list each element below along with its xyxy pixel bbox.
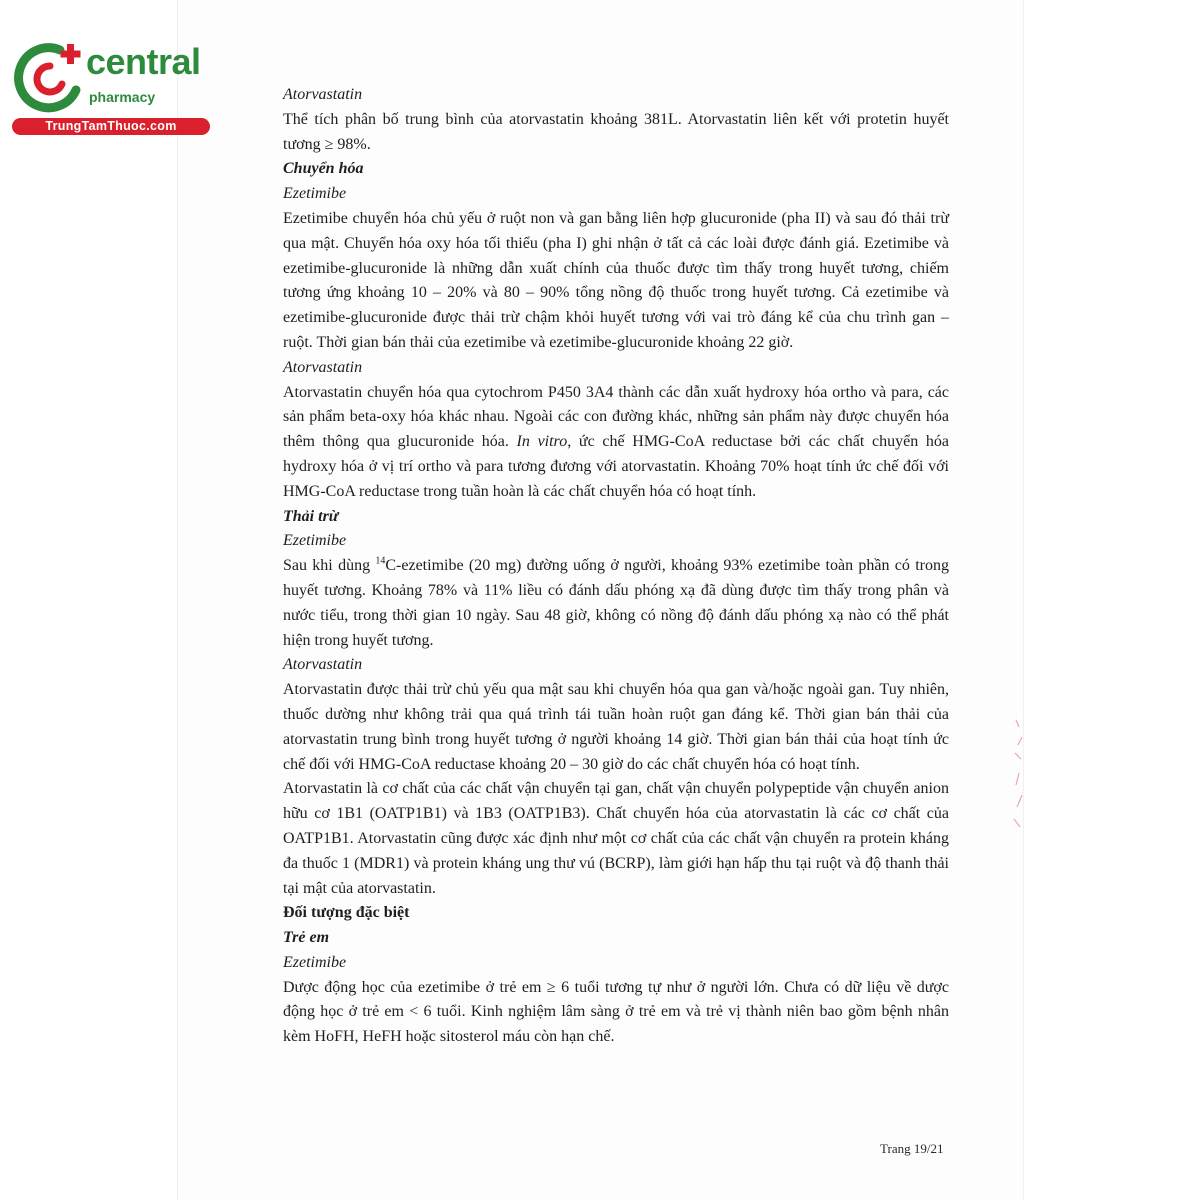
- stamp-marks-icon: [1010, 715, 1030, 835]
- central-pharmacy-logo: [10, 38, 215, 138]
- paragraph: [283, 554, 949, 653]
- brand-name: central: [86, 41, 201, 82]
- italic-text: In vitro: [516, 433, 568, 451]
- text-span: Sau khi dùng: [283, 557, 376, 575]
- section-heading-children: Trẻ em: [283, 929, 330, 947]
- subheading-atorvastatin: Atorvastatin: [283, 358, 363, 376]
- pharmacy-logo-icon: [10, 38, 90, 118]
- section-heading-metabolism: Chuyển hóa: [283, 160, 364, 178]
- text-span: Atorvastatin chuyển hóa qua cytochrom P450 3A4 thành các dẫn xuất hydroxy hóa ortho và para, các sản phẩm beta-oxy hóa khác nhau. Ngoài các con đường khác, những sản phẩm này được chuyển hóa thêm thông qua glucuronide hóa.: [283, 383, 949, 451]
- paragraph: [283, 381, 949, 505]
- paragraph: Atorvastatin là cơ chất của các chất vận chuyển tại gan, chất vận chuyển polypeptide vận chuyển anion hữu cơ 1B1 (OATP1B1) và 1B3 (OATP1B3). Chất chuyển hóa của atorvastatin là các cơ chất của OATP1B1. Atorvastatin cũng được xác định như một cơ chất của các chất vận chuyển ra protein kháng đa thuốc 1 (MDR1) và protein kháng ung thư vú (BCRP), làm giới hạn hấp thu tại ruột và độ thanh thải tại mật của atorvastatin.: [283, 780, 949, 897]
- paragraph: Ezetimibe chuyển hóa chủ yếu ở ruột non và gan bằng liên hợp glucuronide (pha II) và sau đó thải trừ qua mật. Chuyển hóa oxy hóa tối thiểu (pha I) ghi nhận ở tất cả các loài được đánh giá. Ezetimibe và ezetimibe-glucuronide là những dẫn xuất chính của thuốc được tìm thấy trong huyết tương, chiếm tương ứng khoảng 10 – 20% và 80 – 90% tổng nồng độ thuốc trong huyết tương. Cả ezetimibe và ezetimibe-glucuronide được thải trừ chậm khỏi huyết tương với vai trò đáng kể của chu trình gan – ruột. Thời gian bán thải của ezetimibe và ezetimibe-glucuronide khoảng 22 giờ.: [283, 209, 949, 351]
- paragraph: Atorvastatin được thải trừ chủ yếu qua mật sau khi chuyển hóa qua gan và/hoặc ngoài gan. Tuy nhiên, thuốc dường như không trải qua quá trình tái tuần hoàn ruột gan đáng kể. Thời gian bán thải của atorvastatin trung bình trong huyết tương ở người khoảng 14 giờ. Thời gian bán thải của hoạt tính ức chế đối với HMG-CoA reductase khoảng 20 – 30 giờ do các chất chuyển hóa có hoạt tính.: [283, 681, 949, 773]
- superscript: 14: [375, 555, 386, 567]
- section-heading-special-populations: Đối tượng đặc biệt: [283, 904, 410, 922]
- subheading-ezetimibe: Ezetimibe: [283, 532, 347, 550]
- brand-subtitle: pharmacy: [89, 89, 156, 105]
- page-number: Trang 19/21: [880, 1141, 944, 1156]
- text-span: , ức chế HMG-CoA reductase bởi các chất chuyển hóa hydroxy hóa ở vị trí ortho và para tương đương với atorvastatin. Khoảng 70% hoạt tính ức chế đối với HMG-CoA reductase trong tuần hoàn là các chất chuyển hóa có hoạt tính.: [283, 433, 950, 500]
- paragraph: Dược động học của ezetimibe ở trẻ em ≥ 6 tuổi tương tự như ở người lớn. Chưa có dữ liệu về dược động học ở trẻ em < 6 tuổi. Kinh nghiệm lâm sàng ở trẻ em và trẻ vị thành niên bao gồm bệnh nhân kèm HoFH, HeFH hoặc sitosterol máu còn hạn chế.: [283, 978, 949, 1046]
- brand-website: TrungTamThuoc.com: [12, 118, 210, 135]
- document-body: [283, 83, 949, 1050]
- text-span: C-ezetimibe (20 mg) đường uống ở người, khoảng 93% ezetimibe toàn phần có trong huyết tương. Khoảng 78% và 11% liều có đánh dấu phóng xạ đã dùng được tìm thấy trong phân và nước tiểu, trong thời gian 10 ngày. Sau 48 giờ, không có nồng độ đánh dấu phóng xạ nào có thể phát hiện trong huyết tương.: [283, 557, 949, 649]
- paragraph: Thể tích phân bố trung bình của atorvastatin khoảng 381L. Atorvastatin liên kết với protetin huyết tương ≥ 98%.: [283, 110, 949, 153]
- subheading-ezetimibe: Ezetimibe: [283, 185, 347, 203]
- subheading-atorvastatin: Atorvastatin: [283, 656, 363, 674]
- subheading-ezetimibe: Ezetimibe: [283, 953, 347, 971]
- section-heading-elimination: Thải trừ: [283, 507, 339, 525]
- subheading-atorvastatin: Atorvastatin: [283, 86, 363, 103]
